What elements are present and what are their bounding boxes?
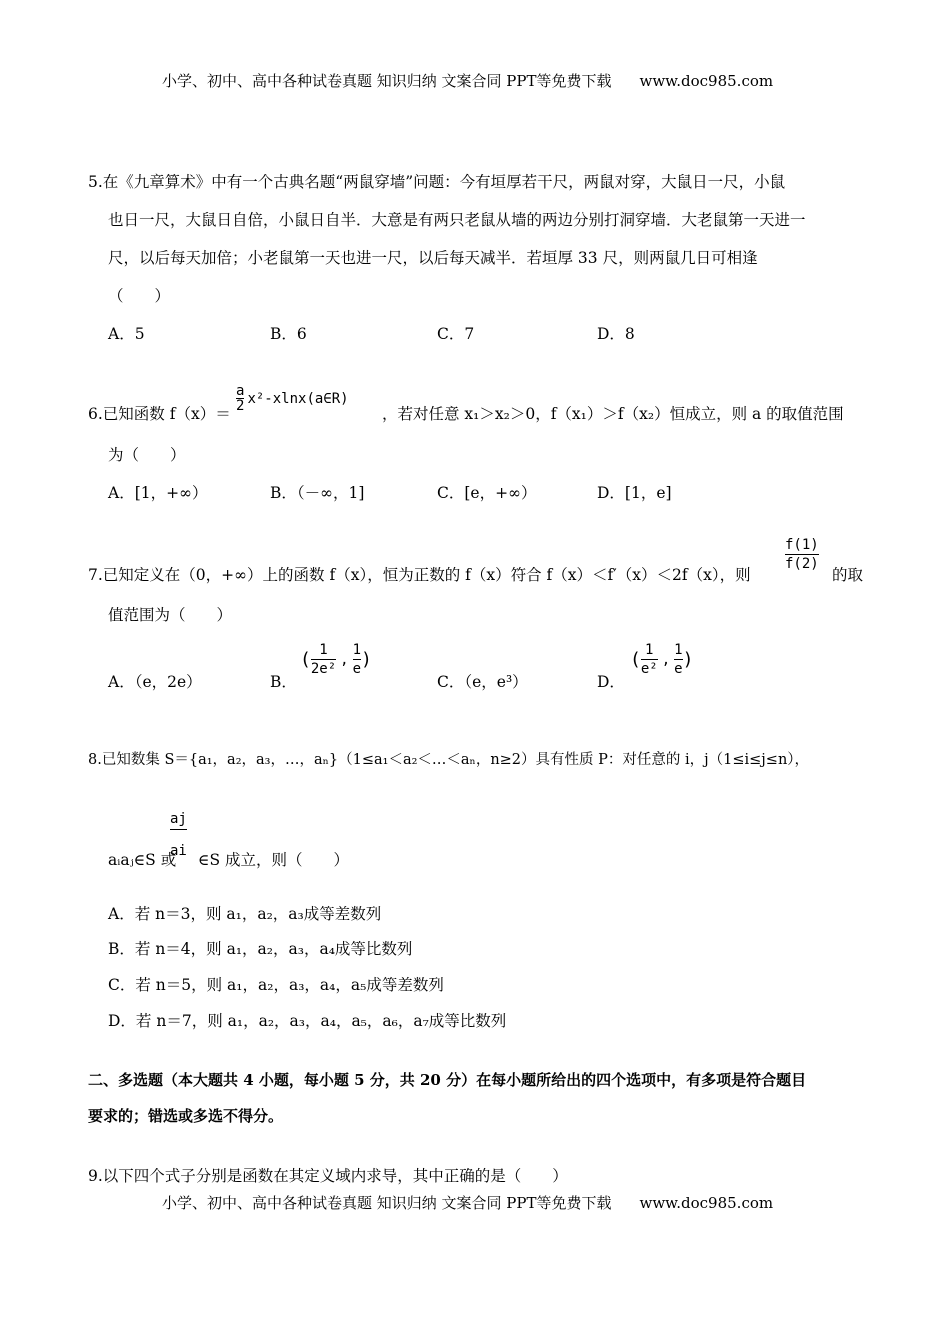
q7-b-den-1: 2e²: [310, 661, 337, 677]
q7-option-d-label: D．: [597, 673, 625, 691]
footer-site[interactable]: www.doc985.com: [639, 1194, 774, 1212]
header-site[interactable]: www.doc985.com: [639, 72, 774, 90]
q6-option-d: D．[1，e]: [597, 484, 672, 502]
q7-b-num-2: 1: [352, 642, 362, 658]
q5-line-2: 也日一尺，大鼠日自倍，小鼠日自半．大意是有两只老鼠从墙的两边分别打洞穿墙．大老鼠第一天进一: [108, 211, 806, 229]
q6-formula-den: 2: [236, 398, 245, 414]
q7-suffix: 的取: [832, 566, 864, 584]
q7-d-num-2: 1: [674, 642, 683, 658]
q8-option-b: B．若 n＝4，则 a₁，a₂，a₃，a₄成等比数列: [108, 940, 413, 958]
q8-line-1: 8.已知数集 S＝{a₁，a₂，a₃，…，aₙ}（1≤a₁＜a₂＜…＜aₙ，n≥2）具有性质 P：对任意的 i，j（1≤i≤j≤n），: [88, 752, 810, 768]
q7-d-num-1: 1: [645, 642, 654, 658]
q6-option-a: A．[1，+∞）: [108, 484, 208, 502]
q6-suffix: ，若对任意 x₁＞x₂＞0，f（x₁）＞f（x₂）恒成立，则 a 的取值范围: [382, 405, 844, 423]
q7-frac-num: f(1): [785, 537, 819, 553]
q5-option-c: C．7: [437, 325, 475, 343]
q7-option-b-label: B．: [270, 673, 297, 691]
q6-prefix: 6.已知函数 f（x）＝: [88, 405, 231, 423]
q7-fraction: [785, 538, 819, 571]
footer-text: 小学、初中、高中各种试卷真题 知识归纳 文案合同 PPT等免费下载: [162, 1194, 612, 1212]
q7-option-b-interval: ( $\frac{1}{\text{2e²}}$ , $\frac{1}{e}$ ): [300, 642, 372, 677]
q5-option-d: D．8: [597, 325, 635, 343]
q7-line-2: 值范围为（ ）: [108, 606, 233, 624]
q9-line-1: 9.以下四个式子分别是函数在其定义域内求导，其中正确的是（ ）: [88, 1167, 568, 1185]
q7-b-den-2: e: [352, 661, 362, 677]
section-2-line-1: 二、多选题（本大题共 4 小题，每小题 5 分，共 20 分）在每小题所给出的四个选项中，有多项是符合题目: [88, 1071, 807, 1089]
q8-option-c: C．若 n＝5，则 a₁，a₂，a₃，a₄，a₅成等差数列: [108, 976, 444, 994]
q7-option-c: C．（e，e³）: [437, 673, 528, 691]
q5-option-b: B．6: [270, 325, 307, 343]
q8-option-a: A．若 n＝3，则 a₁，a₂，a₃成等差数列: [108, 905, 382, 923]
q6-option-c: C．[e，+∞）: [437, 484, 537, 502]
page-header: [162, 70, 773, 91]
q7-b-num-1: 1: [319, 642, 328, 658]
header-text: 小学、初中、高中各种试卷真题 知识归纳 文案合同 PPT等免费下载: [162, 72, 612, 90]
q6-formula-rest: x²-xlnx(a∈R): [247, 390, 349, 407]
q8-frac-den: ai: [170, 843, 187, 859]
q5-option-a: A．5: [108, 325, 145, 343]
q6-formula-num: a: [236, 383, 245, 399]
q7-option-a: A．（e，2e）: [108, 673, 202, 691]
q7-frac-den: f(2): [785, 556, 819, 572]
q8-line-2-post: ∈S 成立，则（ ）: [198, 851, 350, 869]
q8-option-d: D．若 n＝7，则 a₁，a₂，a₃，a₄，a₅，a₆，a₇成等比数列: [108, 1012, 507, 1030]
q7-prefix: 7.已知定义在（0，+∞）上的函数 f（x），恒为正数的 f（x）符合 f（x）＜f′（x）＜2f（x），则: [88, 566, 751, 584]
q5-line-4: （ ）: [108, 287, 171, 305]
section-2-line-2: 要求的；错选或多选不得分。: [88, 1107, 284, 1125]
page-footer: [162, 1192, 773, 1213]
q6-option-b: B．（－∞，1]: [270, 484, 365, 502]
q8-frac-num: aj: [170, 811, 187, 827]
q5-line-1: 5.在《九章算术》中有一个古典名题“两鼠穿墙”问题：今有垣厚若干尺，两鼠对穿，大鼠日一尺，小鼠: [88, 173, 786, 191]
q6-line-2: 为（ ）: [108, 446, 186, 464]
q7-d-den-2: e: [674, 661, 683, 677]
q7-option-d-interval: ( $\frac{1}{\text{e²}}$ , $\frac{1}{e}$ ): [630, 642, 694, 677]
q8-line-2-pre: aᵢaⱼ∈S 或: [108, 851, 177, 869]
q7-d-den-1: e²: [640, 661, 658, 677]
q6-formula: [236, 384, 349, 413]
q5-line-3: 尺，以后每天加倍；小老鼠第一天也进一尺，以后每天减半．若垣厚 33 尺，则两鼠几日可相逢: [108, 249, 758, 267]
